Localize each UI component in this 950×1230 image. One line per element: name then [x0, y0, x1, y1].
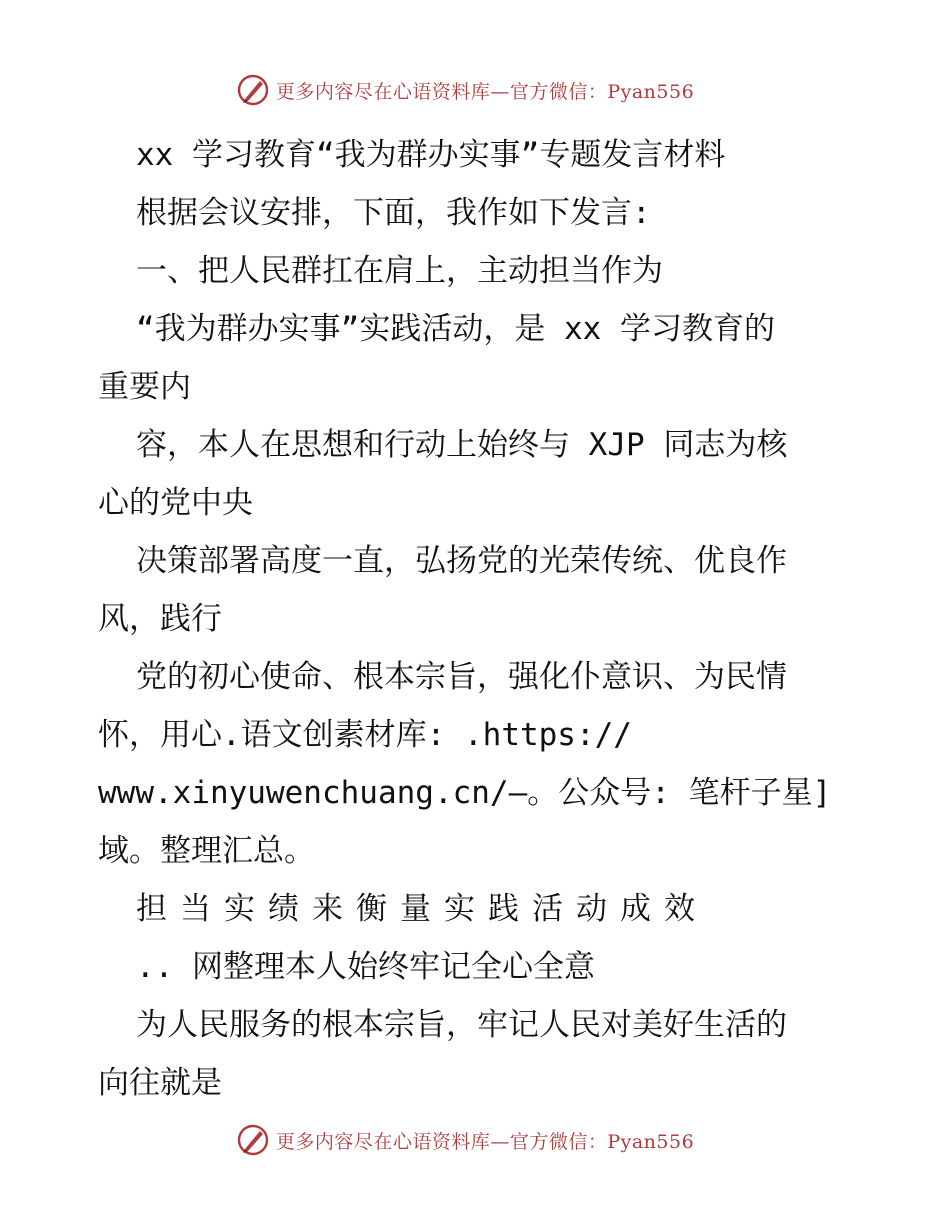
document-title: xx 学习教育“我为群办实事”专题发言材料	[136, 137, 726, 173]
paragraph-line: “我为群办实事”实践活动，是 xx 学习教育的	[136, 311, 775, 347]
paragraph-line: 心的党中央	[98, 485, 253, 521]
header-banner	[0, 70, 950, 110]
paragraph-line: 怀，用心.语文创素材库: .https://	[98, 717, 632, 753]
paragraph-line: www.xinyuwenchuang.cn/—。公众号: 笔杆子星]	[98, 775, 832, 811]
header-site-name: 更多内容尽在心语资料库	[275, 80, 491, 103]
header-banner-content	[236, 73, 694, 107]
paragraph-line: 域。整理汇总。	[98, 833, 315, 869]
paragraph-line: 党的初心使命、根本宗旨，强化仆意识、为民情	[136, 659, 787, 695]
paragraph-line: 为人民服务的根本宗旨，牢记人民对美好生活的	[136, 1007, 787, 1043]
footer-wechat: 官方微信：Pyan556	[509, 1130, 695, 1153]
paragraph-line: 容，本人在思想和行动上始终与 XJP 同志为核	[136, 427, 788, 463]
header-banner-text	[276, 77, 694, 104]
document-body	[98, 126, 858, 1112]
paragraph-line: 向往就是	[98, 1065, 222, 1101]
footer-dash: —	[490, 1130, 510, 1153]
paragraph-line: 决策部署高度一直，弘扬党的光荣传统、优良作	[136, 543, 787, 579]
quill-pen-icon	[236, 1123, 270, 1157]
footer-site-name: 更多内容尽在心语资料库	[275, 1130, 491, 1153]
section-heading: 一、把人民群扛在肩上，主动担当作为	[136, 253, 663, 289]
paragraph-line: 重要内	[98, 369, 191, 405]
header-dash: —	[490, 80, 510, 103]
footer-banner-text	[276, 1127, 694, 1154]
quill-pen-icon	[236, 73, 270, 107]
paragraph-line: 风，践行	[98, 601, 222, 637]
paragraph-line: 根据会议安排，下面，我作如下发言:	[136, 195, 651, 231]
footer-banner	[0, 1120, 950, 1160]
paragraph-line: .. 网整理本人始终牢记全心全意	[136, 949, 595, 985]
paragraph-line: 担当实绩来衡量实践活动成效	[136, 891, 708, 927]
header-wechat: 官方微信：Pyan556	[509, 80, 695, 103]
footer-banner-content	[236, 1123, 694, 1157]
